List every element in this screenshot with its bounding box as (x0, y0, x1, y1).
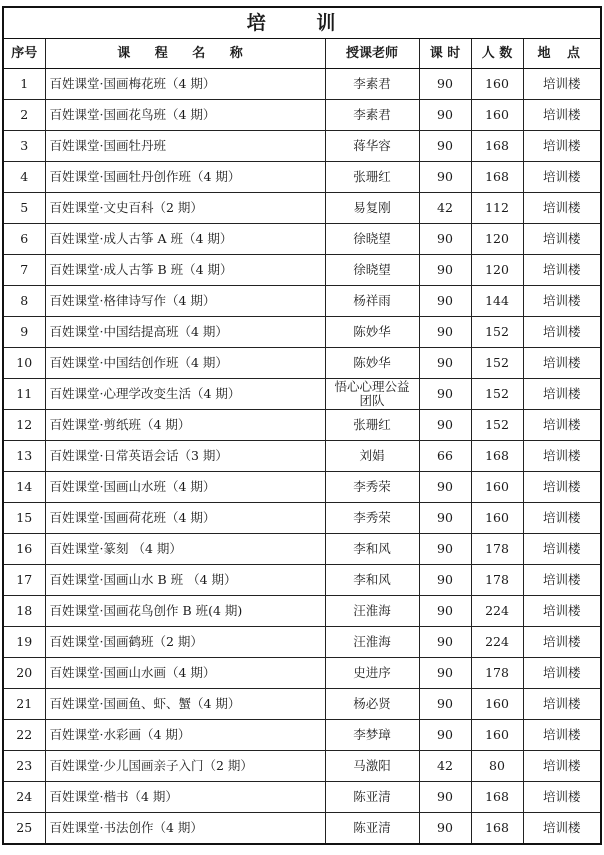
cell-people: 160 (471, 689, 523, 720)
cell-hours: 90 (419, 658, 471, 689)
cell-teacher: 陈亚清 (325, 813, 419, 845)
cell-hours: 90 (419, 534, 471, 565)
cell-index: 1 (3, 69, 45, 100)
table-row (3, 627, 601, 658)
table-row (3, 720, 601, 751)
cell-teacher: 杨祥雨 (325, 286, 419, 317)
table-row (3, 193, 601, 224)
table-row (3, 317, 601, 348)
cell-location: 培训楼 (523, 131, 601, 162)
cell-index: 12 (3, 410, 45, 441)
table-row (3, 131, 601, 162)
cell-location: 培训楼 (523, 565, 601, 596)
table-row (3, 69, 601, 100)
cell-index: 25 (3, 813, 45, 845)
table-row (3, 689, 601, 720)
cell-course: 百姓课堂·国画鱼、虾、蟹（4 期） (45, 689, 325, 720)
cell-location: 培训楼 (523, 224, 601, 255)
cell-teacher: 张珊红 (325, 162, 419, 193)
cell-location: 培训楼 (523, 472, 601, 503)
cell-people: 152 (471, 348, 523, 379)
table-row (3, 751, 601, 782)
cell-people: 168 (471, 441, 523, 472)
cell-hours: 90 (419, 162, 471, 193)
cell-teacher: 蒋华容 (325, 131, 419, 162)
cell-location: 培训楼 (523, 317, 601, 348)
cell-index: 10 (3, 348, 45, 379)
cell-people: 168 (471, 813, 523, 845)
cell-location: 培训楼 (523, 534, 601, 565)
cell-index: 16 (3, 534, 45, 565)
cell-index: 7 (3, 255, 45, 286)
cell-location: 培训楼 (523, 286, 601, 317)
cell-people: 160 (471, 472, 523, 503)
cell-location: 培训楼 (523, 441, 601, 472)
title-row (3, 7, 601, 39)
cell-hours: 90 (419, 813, 471, 845)
cell-hours: 90 (419, 317, 471, 348)
cell-course: 百姓课堂·格律诗写作（4 期） (45, 286, 325, 317)
cell-location: 培训楼 (523, 379, 601, 410)
cell-location: 培训楼 (523, 596, 601, 627)
cell-teacher: 史进序 (325, 658, 419, 689)
cell-index: 20 (3, 658, 45, 689)
cell-hours: 90 (419, 782, 471, 813)
table-row (3, 379, 601, 410)
table-row (3, 782, 601, 813)
table-body (3, 69, 601, 845)
cell-index: 3 (3, 131, 45, 162)
cell-course: 百姓课堂·成人古筝 A 班（4 期） (45, 224, 325, 255)
cell-people: 160 (471, 69, 523, 100)
cell-location: 培训楼 (523, 782, 601, 813)
table-row (3, 162, 601, 193)
cell-hours: 90 (419, 627, 471, 658)
header-teacher: 授课老师 (325, 39, 419, 69)
cell-location: 培训楼 (523, 627, 601, 658)
cell-location: 培训楼 (523, 720, 601, 751)
table-row (3, 565, 601, 596)
header-index: 序号 (3, 39, 45, 69)
cell-hours: 90 (419, 100, 471, 131)
cell-hours: 90 (419, 224, 471, 255)
cell-teacher: 李秀荣 (325, 503, 419, 534)
cell-course: 百姓课堂·文史百科（2 期） (45, 193, 325, 224)
cell-index: 11 (3, 379, 45, 410)
cell-index: 21 (3, 689, 45, 720)
cell-teacher: 刘娟 (325, 441, 419, 472)
cell-hours: 42 (419, 193, 471, 224)
cell-course: 百姓课堂·中国结提高班（4 期） (45, 317, 325, 348)
cell-hours: 90 (419, 565, 471, 596)
cell-hours: 90 (419, 255, 471, 286)
cell-people: 152 (471, 317, 523, 348)
cell-teacher: 徐晓望 (325, 255, 419, 286)
header-course: 课 程 名 称 (45, 39, 325, 69)
cell-course: 百姓课堂·篆刻 （4 期） (45, 534, 325, 565)
cell-index: 17 (3, 565, 45, 596)
cell-people: 168 (471, 782, 523, 813)
cell-hours: 90 (419, 689, 471, 720)
table-row (3, 348, 601, 379)
header-hours: 课 时 (419, 39, 471, 69)
cell-teacher: 马激阳 (325, 751, 419, 782)
cell-location: 培训楼 (523, 751, 601, 782)
cell-hours: 90 (419, 596, 471, 627)
cell-hours: 90 (419, 472, 471, 503)
cell-index: 24 (3, 782, 45, 813)
cell-people: 112 (471, 193, 523, 224)
cell-teacher: 李和风 (325, 534, 419, 565)
cell-course: 百姓课堂·国画山水画（4 期） (45, 658, 325, 689)
cell-index: 23 (3, 751, 45, 782)
cell-hours: 90 (419, 131, 471, 162)
training-table (2, 6, 602, 845)
cell-teacher: 汪淮海 (325, 627, 419, 658)
header-row (3, 39, 601, 69)
table-row (3, 441, 601, 472)
header-people: 人 数 (471, 39, 523, 69)
cell-course: 百姓课堂·楷书（4 期） (45, 782, 325, 813)
cell-people: 120 (471, 255, 523, 286)
table-row (3, 503, 601, 534)
cell-course: 百姓课堂·国画梅花班（4 期） (45, 69, 325, 100)
cell-hours: 90 (419, 69, 471, 100)
cell-index: 8 (3, 286, 45, 317)
cell-people: 224 (471, 627, 523, 658)
cell-people: 120 (471, 224, 523, 255)
cell-index: 19 (3, 627, 45, 658)
table-row (3, 224, 601, 255)
table-row (3, 286, 601, 317)
cell-course: 百姓课堂·国画牡丹班 (45, 131, 325, 162)
cell-location: 培训楼 (523, 193, 601, 224)
cell-people: 152 (471, 410, 523, 441)
cell-course: 百姓课堂·国画山水班（4 期） (45, 472, 325, 503)
table-row (3, 410, 601, 441)
cell-index: 5 (3, 193, 45, 224)
cell-index: 9 (3, 317, 45, 348)
cell-teacher: 徐晓望 (325, 224, 419, 255)
cell-location: 培训楼 (523, 348, 601, 379)
table-row (3, 534, 601, 565)
cell-people: 178 (471, 534, 523, 565)
cell-teacher: 李秀荣 (325, 472, 419, 503)
table-row (3, 813, 601, 845)
cell-teacher: 悟心心理公益团队 (325, 379, 419, 410)
cell-index: 6 (3, 224, 45, 255)
cell-teacher: 杨必贤 (325, 689, 419, 720)
cell-index: 4 (3, 162, 45, 193)
cell-hours: 66 (419, 441, 471, 472)
table-row (3, 255, 601, 286)
cell-teacher: 陈妙华 (325, 317, 419, 348)
cell-index: 18 (3, 596, 45, 627)
cell-hours: 90 (419, 286, 471, 317)
cell-people: 160 (471, 720, 523, 751)
cell-hours: 90 (419, 503, 471, 534)
cell-people: 178 (471, 658, 523, 689)
cell-course: 百姓课堂·中国结创作班（4 期） (45, 348, 325, 379)
cell-index: 22 (3, 720, 45, 751)
cell-course: 百姓课堂·国画山水 B 班 （4 期） (45, 565, 325, 596)
table-row (3, 658, 601, 689)
cell-people: 144 (471, 286, 523, 317)
cell-teacher: 汪淮海 (325, 596, 419, 627)
cell-course: 百姓课堂·成人古筝 B 班（4 期） (45, 255, 325, 286)
cell-index: 2 (3, 100, 45, 131)
cell-location: 培训楼 (523, 813, 601, 845)
cell-location: 培训楼 (523, 162, 601, 193)
cell-course: 百姓课堂·国画花鸟班（4 期） (45, 100, 325, 131)
cell-hours: 90 (419, 379, 471, 410)
cell-location: 培训楼 (523, 503, 601, 534)
cell-hours: 90 (419, 410, 471, 441)
cell-teacher: 易复刚 (325, 193, 419, 224)
cell-hours: 90 (419, 348, 471, 379)
cell-course: 百姓课堂·书法创作（4 期） (45, 813, 325, 845)
table-title: 培 训 (3, 7, 601, 39)
cell-hours: 42 (419, 751, 471, 782)
cell-teacher: 陈妙华 (325, 348, 419, 379)
cell-location: 培训楼 (523, 689, 601, 720)
cell-course: 百姓课堂·心理学改变生活（4 期） (45, 379, 325, 410)
cell-course: 百姓课堂·国画牡丹创作班（4 期） (45, 162, 325, 193)
table-row (3, 596, 601, 627)
cell-people: 160 (471, 100, 523, 131)
header-location: 地 点 (523, 39, 601, 69)
table-row (3, 472, 601, 503)
cell-people: 224 (471, 596, 523, 627)
cell-course: 百姓课堂·少儿国画亲子入门（2 期） (45, 751, 325, 782)
cell-course: 百姓课堂·水彩画（4 期） (45, 720, 325, 751)
cell-course: 百姓课堂·国画荷花班（4 期） (45, 503, 325, 534)
cell-course: 百姓课堂·国画鹤班（2 期） (45, 627, 325, 658)
cell-location: 培训楼 (523, 100, 601, 131)
cell-people: 80 (471, 751, 523, 782)
cell-course: 百姓课堂·剪纸班（4 期） (45, 410, 325, 441)
cell-people: 152 (471, 379, 523, 410)
cell-course: 百姓课堂·日常英语会话（3 期） (45, 441, 325, 472)
cell-location: 培训楼 (523, 255, 601, 286)
cell-teacher: 李素君 (325, 100, 419, 131)
cell-people: 168 (471, 131, 523, 162)
cell-teacher: 陈亚清 (325, 782, 419, 813)
cell-people: 178 (471, 565, 523, 596)
cell-course: 百姓课堂·国画花鸟创作 B 班(4 期) (45, 596, 325, 627)
cell-index: 13 (3, 441, 45, 472)
cell-hours: 90 (419, 720, 471, 751)
cell-teacher: 李梦璋 (325, 720, 419, 751)
cell-location: 培训楼 (523, 658, 601, 689)
cell-people: 160 (471, 503, 523, 534)
cell-index: 14 (3, 472, 45, 503)
cell-teacher: 李和风 (325, 565, 419, 596)
cell-teacher: 张珊红 (325, 410, 419, 441)
cell-index: 15 (3, 503, 45, 534)
cell-location: 培训楼 (523, 410, 601, 441)
cell-people: 168 (471, 162, 523, 193)
cell-teacher: 李素君 (325, 69, 419, 100)
table-row (3, 100, 601, 131)
cell-location: 培训楼 (523, 69, 601, 100)
